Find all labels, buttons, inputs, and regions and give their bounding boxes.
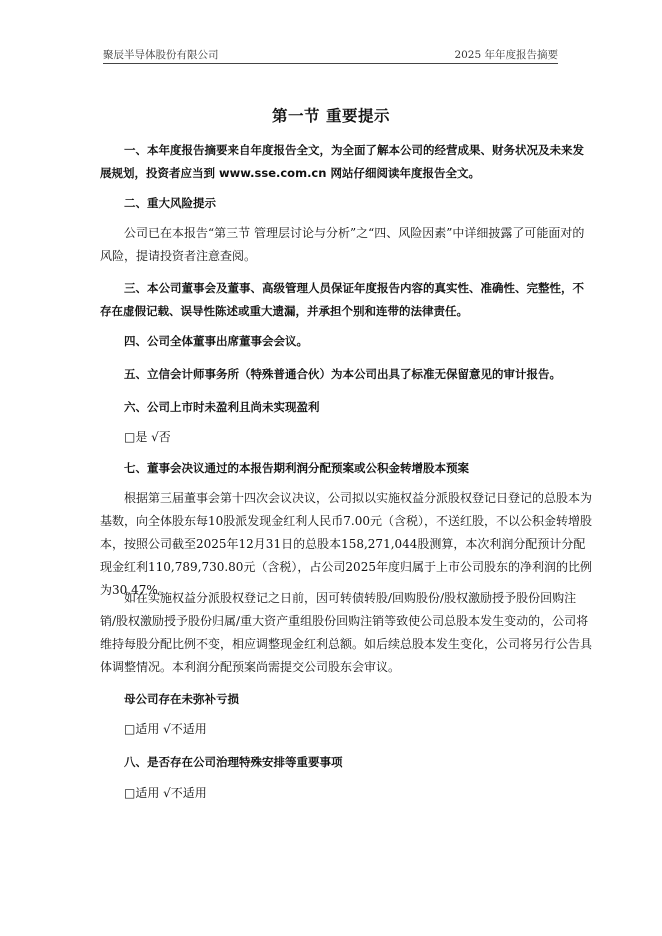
paragraph-audit-report: 五、立信会计师事务所（特殊普通合伙）为本公司出具了标准无保留意见的审计报告。 <box>124 367 561 381</box>
paragraph-profit-distribution-adjustment: 如在实施权益分派股权登记之日前，因可转债转股/回购股份/股权激励授予股份回购注销/股权激励授予股份归属/重大资产重组股份回购注销等致使公司总股本发生变动的，公司将维持每股分配比例不变，相应调整现金红利总额。如后续总股本发生变化，公司将另行公告具体调整情况。本利润分配预案尚需提交公司股东会审议。 <box>100 591 593 674</box>
header-company-name: 聚辰半导体股份有限公司 <box>103 49 219 61</box>
checkbox-governance-arrangement: □适用 √不适用 <box>124 786 207 800</box>
heading-governance-arrangement: 八、是否存在公司治理特殊安排等重要事项 <box>124 755 343 769</box>
header-report-name: 2025 年年度报告摘要 <box>454 49 558 61</box>
heading-profit-distribution: 七、董事会决议通过的本报告期利润分配预案或公积金转增股本预案 <box>124 461 469 475</box>
heading-major-risk: 二、重大风险提示 <box>124 196 216 210</box>
heading-listing-profit: 六、公司上市时未盈利且尚未实现盈利 <box>124 400 320 414</box>
paragraph-directors-guarantee: 三、本公司董事会及董事、高级管理人员保证年度报告内容的真实性、准确性、完整性，不存在虚假记载、误导性陈述或重大遗漏，并承担个别和连带的法律责任。 <box>100 281 584 318</box>
section-title: 第一节 重要提示 <box>272 107 390 125</box>
checkbox-parent-uncovered-loss: □适用 √不适用 <box>124 722 207 736</box>
paragraph-profit-distribution-plan: 根据第三届董事会第十四次会议决议，公司拟以实施权益分派股权登记日登记的总股本为基数，向全体股东每10股派发现金红利人民币7.00元（含税），不送红股，不以公积金转增股本，按照公司截至2025年12月31日的总股本158,271,044股测算，本次利润分配预计分配现金红利110,789,730.80元（含税），占公司2025年度归属于上市公司股东的净利润的比例为30.47%。 <box>100 491 593 597</box>
checkbox-listing-profit: □是 √否 <box>124 430 171 444</box>
paragraph-board-attendance: 四、公司全体董事出席董事会会议。 <box>124 334 308 348</box>
page-header <box>103 47 558 64</box>
paragraph-annual-report-summary: 一、本年度报告摘要来自年度报告全文，为全面了解本公司的经营成果、财务状况及未来发展规划，投资者应当到 www.sse.com.cn 网站仔细阅读年度报告全文。 <box>100 143 584 180</box>
paragraph-risk-notice: 公司已在本报告“第三节 管理层讨论与分析”之“四、风险因素”中详细披露了可能面对的风险，提请投资者注意查阅。 <box>100 226 585 263</box>
heading-parent-uncovered-loss: 母公司存在未弥补亏损 <box>124 692 239 706</box>
